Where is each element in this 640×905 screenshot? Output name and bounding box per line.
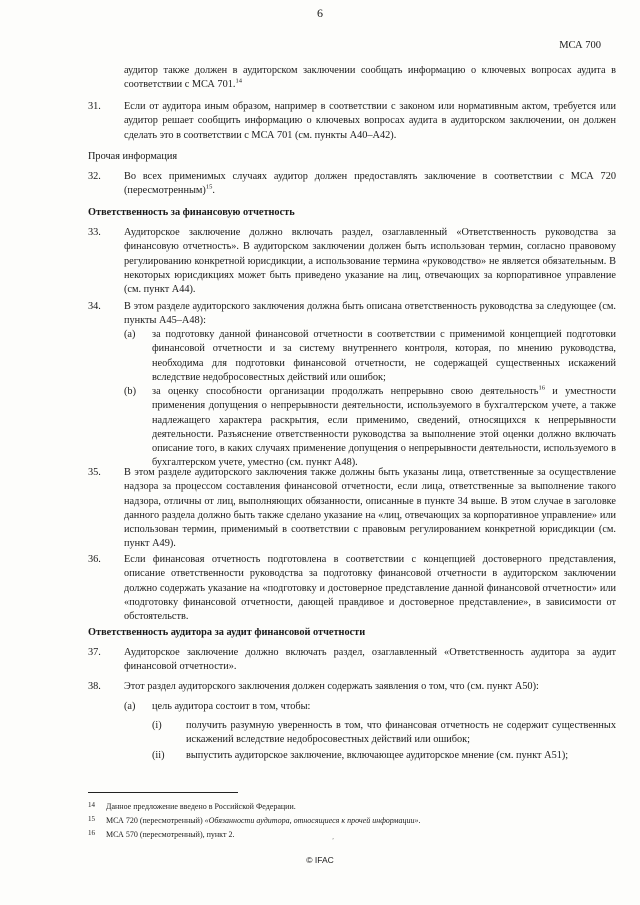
footnote-16: МСА 570 (пересмотренный), пункт 2. — [106, 830, 235, 839]
paragraph-continuation: аудитор также должен в аудиторском заключении сообщать информацию о ключевых вопросах аудита в соответствии с МСА 701.14 — [124, 65, 616, 91]
paragraph-number: 36. — [88, 554, 101, 565]
standard-code: МСА 700 — [559, 40, 601, 51]
sub-sub-item-marker: (ii) — [152, 750, 165, 761]
paragraph-37: Аудиторское заключение должно включать раздел, озаглавленный «Ответственность аудитора за аудит финансовой отчетности». — [124, 647, 616, 673]
section-heading-financial-statements: Ответственность за финансовую отчетность — [88, 207, 295, 218]
footnote-mark: 16 — [88, 829, 95, 837]
footnote-mark: 15 — [88, 815, 95, 823]
paragraph-number: 31. — [88, 101, 101, 112]
sub-item-marker: (a) — [124, 701, 136, 712]
paragraph-32: Во всех применимых случаях аудитор должен предоставлять заключение в соответствии с МСА 720 (пересмотренным)$^{15}$. — [124, 171, 616, 197]
paragraph-36: Если финансовая отчетность подготовлена в соответствии с концепцией достоверного представления, описание ответственности руководства за подготовку финансовой отчетности в аудиторском заключении должно содержать указание на «подготовку и достоверное представление данной финансовой отчетности» или «подготовку финансовой отчетности, дающей правдивое и достоверное представление», в зависимости от обстоятельств. — [124, 554, 616, 623]
paragraph-38-a: цель аудитора состоит в том, чтобы: — [152, 701, 311, 712]
paragraph-number: 32. — [88, 171, 101, 182]
sub-item-marker: (b) — [124, 386, 137, 397]
footer-copyright: © IFAC — [306, 855, 334, 865]
paragraph-34-a: за подготовку данной финансовой отчетности в соответствии с применимой концепцией подготовки финансовой отчетности и за систему внутреннего контроля, которая, по мнению руководства, необходима для подготовки финансовой отчетности, не содержащей существенных искажений вследствие недобросовестных действий или ошибок; — [152, 329, 616, 383]
sub-sub-item-marker: (i) — [152, 720, 162, 731]
paragraph-33: Аудиторское заключение должно включать раздел, озаглавленный «Ответственность руководства за финансовую отчетность». В аудиторском заключении должен быть использован термин, согласно правовому регулированию конкретной юрисдикции, а использование термина «руководство» не является обязательным. В некоторых юрисдикциях может быть приведено указание на лиц, отвечающих за корпоративное управление (см. пункт А44). — [124, 227, 616, 296]
paragraph-number: 38. — [88, 681, 101, 692]
paragraph-35: В этом разделе аудиторского заключения также должны быть указаны лица, ответственные за осуществление надзора за процессом составления финансовой отчетности, если лица, ответственные за выполнение такого надзора, отличны от лиц, выполняющих обязанности, описанные в пункте 34 выше. В этом случае в заголовке данного раздела должно быть также сделано указание на «лиц, отвечающих за корпоративное управление» или использован термин, применимый в соответствии с правовым регулированием конкретной юрисдикции (см. пункт А49). — [124, 467, 616, 550]
paragraph-number: 37. — [88, 647, 101, 658]
footnote-14: Данное предложение введено в Российской Федерации. — [106, 802, 296, 811]
footnote-15: МСА 720 (пересмотренный) «Обязанности аудитора, относящиеся к прочей информации». — [106, 816, 421, 825]
sub-item-marker: (a) — [124, 329, 136, 340]
paragraph-38-a-ii: выпустить аудиторское заключение, включающее аудиторское мнение (см. пункт А51); — [186, 750, 569, 761]
footnote-mark: 14 — [88, 801, 95, 809]
paragraph-number: 33. — [88, 227, 101, 238]
footnote-separator — [88, 792, 238, 793]
paragraph-31: Если от аудитора иным образом, например в соответствии с законом или нормативным актом, требуется или аудитор решает сообщить информацию о ключевых вопросах аудита в аудиторском заключении, он должен сделать это в соответствии с МСА 701 (см. пункты А40–А42). — [124, 101, 616, 141]
paragraph-38: Этот раздел аудиторского заключения должен содержать заявления о том, что (см. пункт А50): — [124, 681, 539, 692]
section-heading-other-info: Прочая информация — [88, 151, 178, 162]
paragraph-number: 35. — [88, 467, 101, 478]
paragraph-34: В этом разделе аудиторского заключения должна быть описана ответственность руководства за следующее (см. пункты А45–А48): — [124, 301, 616, 327]
page-number: 6 — [317, 6, 323, 20]
paragraph-34-b: за оценку способности организации продолжать непрерывно свою деятельность$^{16}$ и уместности применения допущения о непрерывности деятельности, используемого в бухгалтерском учете, а также надлежащего характера раскрытия, если применимо, сведений, относящихся к непрерывности деятельности. Разъяснение ответственности руководства за выполнение этой оценки должно включать описание того, в каких случаях применение допущения о непрерывности деятельности, используемого в бухгалтерском учете, уместно (см. пункт А48). — [152, 384, 616, 469]
section-heading-auditor-responsibility: Ответственность аудитора за аудит финансовой отчетности — [88, 627, 366, 638]
paragraph-38-a-i: получить разумную уверенность в том, что финансовая отчетность не содержит существенных искажений вследствие недобросовестных действий или ошибок; — [186, 720, 616, 746]
scan-mark: ’ — [332, 838, 334, 844]
paragraph-number: 34. — [88, 301, 101, 312]
